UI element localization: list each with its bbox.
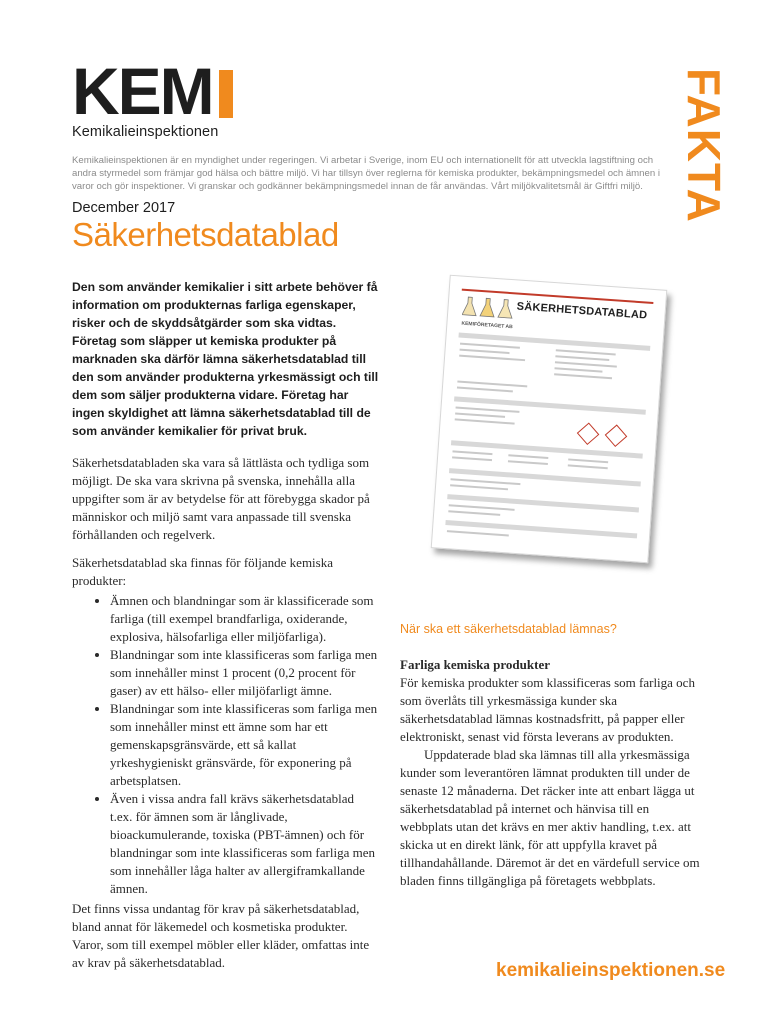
sheet-line	[460, 349, 510, 354]
intro-text: Kemikalieinspektionen är en myndighet under regeringen. Vi arbetar i Sverige, inom EU och internationellt för att utveckla lagstiftning och andra styrmedel som främjar god hälsa och bättre miljö. Vi har tillsyn över reglerna för kemiska produkter, bekämpningsmedel och ämnen i varor och gör inspektioner. Vi granskar och godkänner bekämpningsmedel innan de får användas. Vårt miljökvalitetsmål är Giftfri miljö.	[72, 155, 660, 192]
logo-wordmark	[72, 54, 282, 128]
safety-sheet-illustration	[420, 270, 680, 570]
list-item: • Ämnen och blandningar som är klassificerade som farliga (till exempel brandfarliga, oxiderande, explosiva, hälsofarliga eller miljöfarliga).	[110, 592, 378, 646]
hazard-pictogram-icon	[577, 422, 600, 445]
sheet-section-bar	[458, 332, 650, 350]
sheet-line	[452, 450, 492, 455]
paragraph-updates: Uppdaterade blad ska lämnas till alla yrkesmässiga kunder som leverantören lämnat produkten till under de senaste 12 månaderna. Det räcker inte att enbart lägga ut säkerhetsdatablad på internet och hänvisa till en webbplats utan det krävs en mer aktiv handling, t.ex. att skicka ut en direkt länk, för att uppfylla kravet på tillhandahållande. Däremot är det en värdefull service om bladen finns tillgängliga på företagets webbplats.	[400, 747, 700, 888]
sheet-line	[459, 355, 525, 362]
sheet-line	[555, 355, 609, 361]
sheet-line	[554, 373, 612, 379]
sheet-line	[568, 464, 608, 469]
logo-subtitle: Kemikalieinspektionen	[72, 124, 219, 140]
lead-paragraph: Den som använder kemikalier i sitt arbete behöver få information om produkternas farliga egenskaper, risker och de skyddsåtgärder som ska vidtas. Företag som släpper ut kemiska produkter på marknaden ska därför lämna säkerhetsdatablad till den som använder produkterna yrkesmässigt och till dem som säljer produkterna vidare. Företag har ingen skyldighet att lämna säkerhetsdatablad till de som använder kemikalier för privat bruk.	[72, 280, 379, 438]
sheet-line	[556, 349, 616, 355]
logo-word: KEM	[72, 54, 213, 128]
right-column	[400, 656, 700, 890]
paragraph-readability: Säkerhetsdatabladen ska vara så lättlästa och tydliga som möjligt. De ska vara skrivna på svenska, innehålla alla uppgifter som är av betydelse för att förebygga skador på människor och miljö samt vara anpassade till svenska förhållanden och regelverk.	[72, 455, 370, 542]
list-item: • Även i vissa andra fall krävs säkerhetsdatablad t.ex. för ämnen som är långlivade, bioackumulerande, toxiska (PBT-ämnen) och för blandningar som inte klassificeras som farliga men som innehåller låga halter av allergiframkallande ämnen.	[110, 790, 378, 898]
document-title: Säkerhetsdatablad	[72, 216, 339, 253]
paragraph-products-intro: Säkerhetsdatablad ska finnas för följande kemiska produkter:	[72, 555, 333, 588]
sheet-line	[568, 458, 608, 463]
product-requirements-list	[72, 592, 378, 898]
sheet-line	[456, 406, 520, 412]
sheet-line	[450, 484, 508, 490]
section-heading: När ska ett säkerhetsdatablad lämnas?	[400, 622, 617, 636]
sheet-line	[455, 418, 515, 424]
fakta-side-label	[678, 60, 730, 230]
sheet-line	[455, 412, 505, 417]
sheet-line	[554, 367, 602, 372]
sheet-title: SÄKERHETSDATABLAD	[516, 300, 648, 322]
footer-website[interactable]: kemikalieinspektionen.se	[496, 960, 726, 981]
left-column	[72, 454, 378, 982]
sheet-line	[457, 387, 513, 393]
sheet-section-bar	[445, 520, 637, 538]
safety-sheet-paper	[431, 275, 668, 564]
list-item: • Blandningar som inte klassificeras som farliga men som innehåller minst 1 procent (0,2 procent för gaser) av ett hälso- eller miljöfarligt ämne.	[110, 646, 378, 700]
paragraph-exceptions: Det finns vissa undantag för krav på säkerhetsdatablad, bland annat för läkemedel och kosmetiska produkter. Varor, som till exempel möbler eller kläder, omfattas inte av krav på säkerhetsdatablad.	[72, 901, 370, 970]
kemi-logo	[72, 54, 282, 140]
sheet-subtitle: KEMIFÖRETAGET AB	[461, 320, 513, 331]
document-date: December 2017	[72, 200, 176, 216]
list-item: • Blandningar som inte klassificeras som farliga men som innehåller minst ett ämne som har ett gemenskapsgränsvärde, ett så kallat yrkeshygieniskt gränsvärde, för exponering på arbetsplatsen.	[110, 700, 378, 790]
sheet-line	[555, 361, 617, 367]
section-subheading: Farliga kemiska produkter	[400, 657, 550, 672]
logo-orange-bar	[219, 70, 233, 118]
sheet-line	[448, 510, 500, 516]
sheet-line	[460, 343, 520, 349]
sheet-section-bar	[447, 494, 639, 512]
sheet-section-bar	[454, 396, 646, 414]
sheet-line	[447, 530, 509, 536]
sheet-line	[508, 460, 548, 465]
sheet-line	[508, 454, 548, 459]
sheet-line	[449, 504, 515, 511]
fakta-text: FAKTA	[678, 67, 730, 223]
sheet-line	[452, 456, 492, 461]
hazard-pictogram-icon	[605, 424, 628, 447]
sheet-section-bar	[449, 468, 641, 486]
paragraph-delivery: För kemiska produkter som klassificeras som farliga och som överlåts till yrkesmässiga kunder ska säkerhetsdatablad lämnas kostnadsfritt, på papper eller elektroniskt, senast vid första leverans av produkten.	[400, 675, 695, 744]
